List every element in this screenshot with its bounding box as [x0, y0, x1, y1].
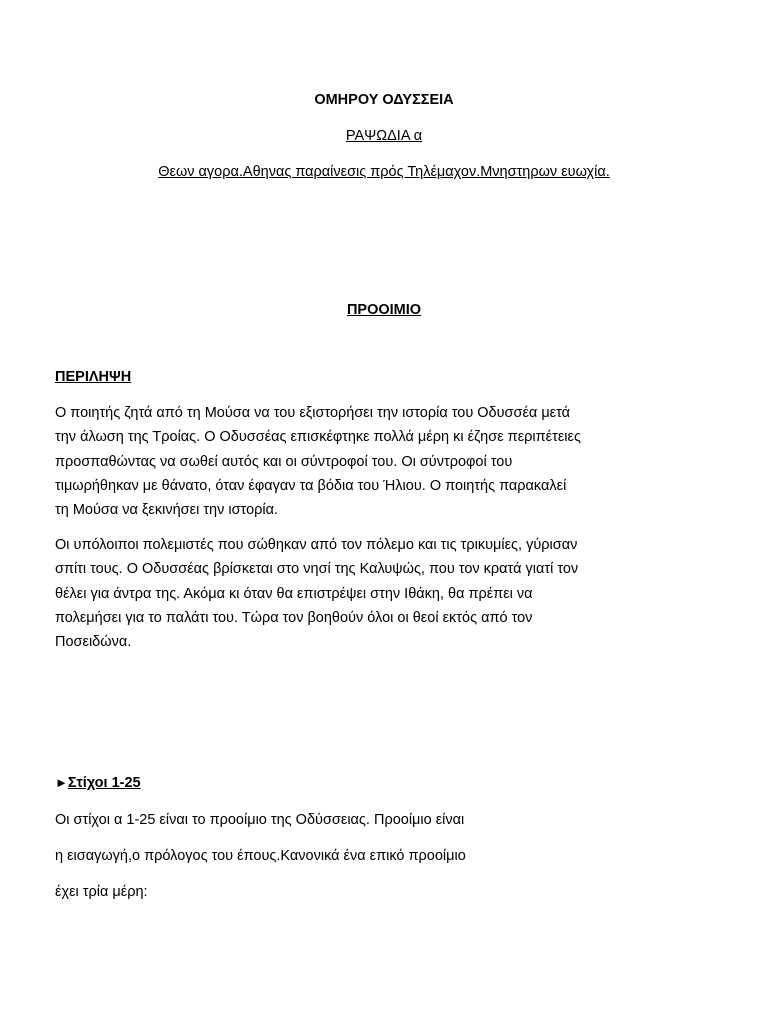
text-line: θέλει για άντρα της. Ακόμα κι όταν θα επιστρέψει στην Ιθάκη, θα πρέπει να	[55, 585, 533, 602]
verses-heading	[55, 773, 141, 793]
text-line: Ποσειδώνα.	[55, 634, 132, 651]
text-line: προσπαθώντας να σωθεί αυτός και οι σύντροφοί του. Οι σύντροφοί του	[55, 453, 513, 470]
text-line: Ο ποιητής ζητά από τη Μούσα να του εξιστορήσει την ιστορία του Οδυσσέα μετά	[55, 405, 571, 421]
text-line: τιμωρήθηκαν με θάνατο, όταν έφαγαν τα βόδια του Ήλιου. Ο ποιητής παρακαλεί	[55, 477, 567, 494]
verses-heading-label: Στίχοι 1-25	[67, 775, 141, 791]
text-line: σπίτι τους. Ο Οδυσσέας βρίσκεται στο νησί της Καλυψώς, που τον κρατά γιατί τον	[55, 561, 579, 578]
rhapsody-subtitle: Θεων αγορα.Αθηνας παραίνεσις πρός Τηλέμαχον.Μνηστηρων ευωχία.	[158, 164, 610, 180]
verses-line: Οι στίχοι α 1-25 είναι το προοίμιο της Οδύσσειας. Προοίμιο είναι	[55, 812, 465, 828]
rhapsody-heading: ΡΑΨΩΔΙΑ α	[345, 128, 423, 144]
arrow-right-icon: ►	[55, 775, 68, 790]
summary-paragraph-1	[55, 401, 695, 522]
text-line: τη Μούσα να ξεκινήσει την ιστορία.	[55, 502, 279, 519]
text-line: Οι υπόλοιποι πολεμιστές που σώθηκαν από τον πόλεμο και τις τρικυμίες, γύρισαν	[55, 537, 578, 553]
text-line: πολεμήσει για το παλάτι του. Τώρα τον βοηθούν όλοι οι θεοί εκτός από τον	[55, 609, 533, 626]
verses-line: έχει τρία μέρη:	[55, 884, 148, 900]
summary-heading: ΠΕΡΙΛΗΨΗ	[55, 369, 132, 385]
prooimio-heading: ΠΡΟΟΙΜΙΟ	[346, 302, 422, 318]
document-title: ΟΜΗΡΟΥ ΟΔΥΣΣΕΙΑ	[314, 92, 454, 108]
verses-line: η εισαγωγή,ο πρόλογος του έπους.Κανονικά ένα επικό προοίμιο	[55, 848, 466, 864]
summary-paragraph-2	[55, 533, 695, 654]
text-line: την άλωση της Τροίας. Ο Οδυσσέας επισκέφτηκε πολλά μέρη κι έζησε περιπέτειες	[55, 429, 581, 446]
